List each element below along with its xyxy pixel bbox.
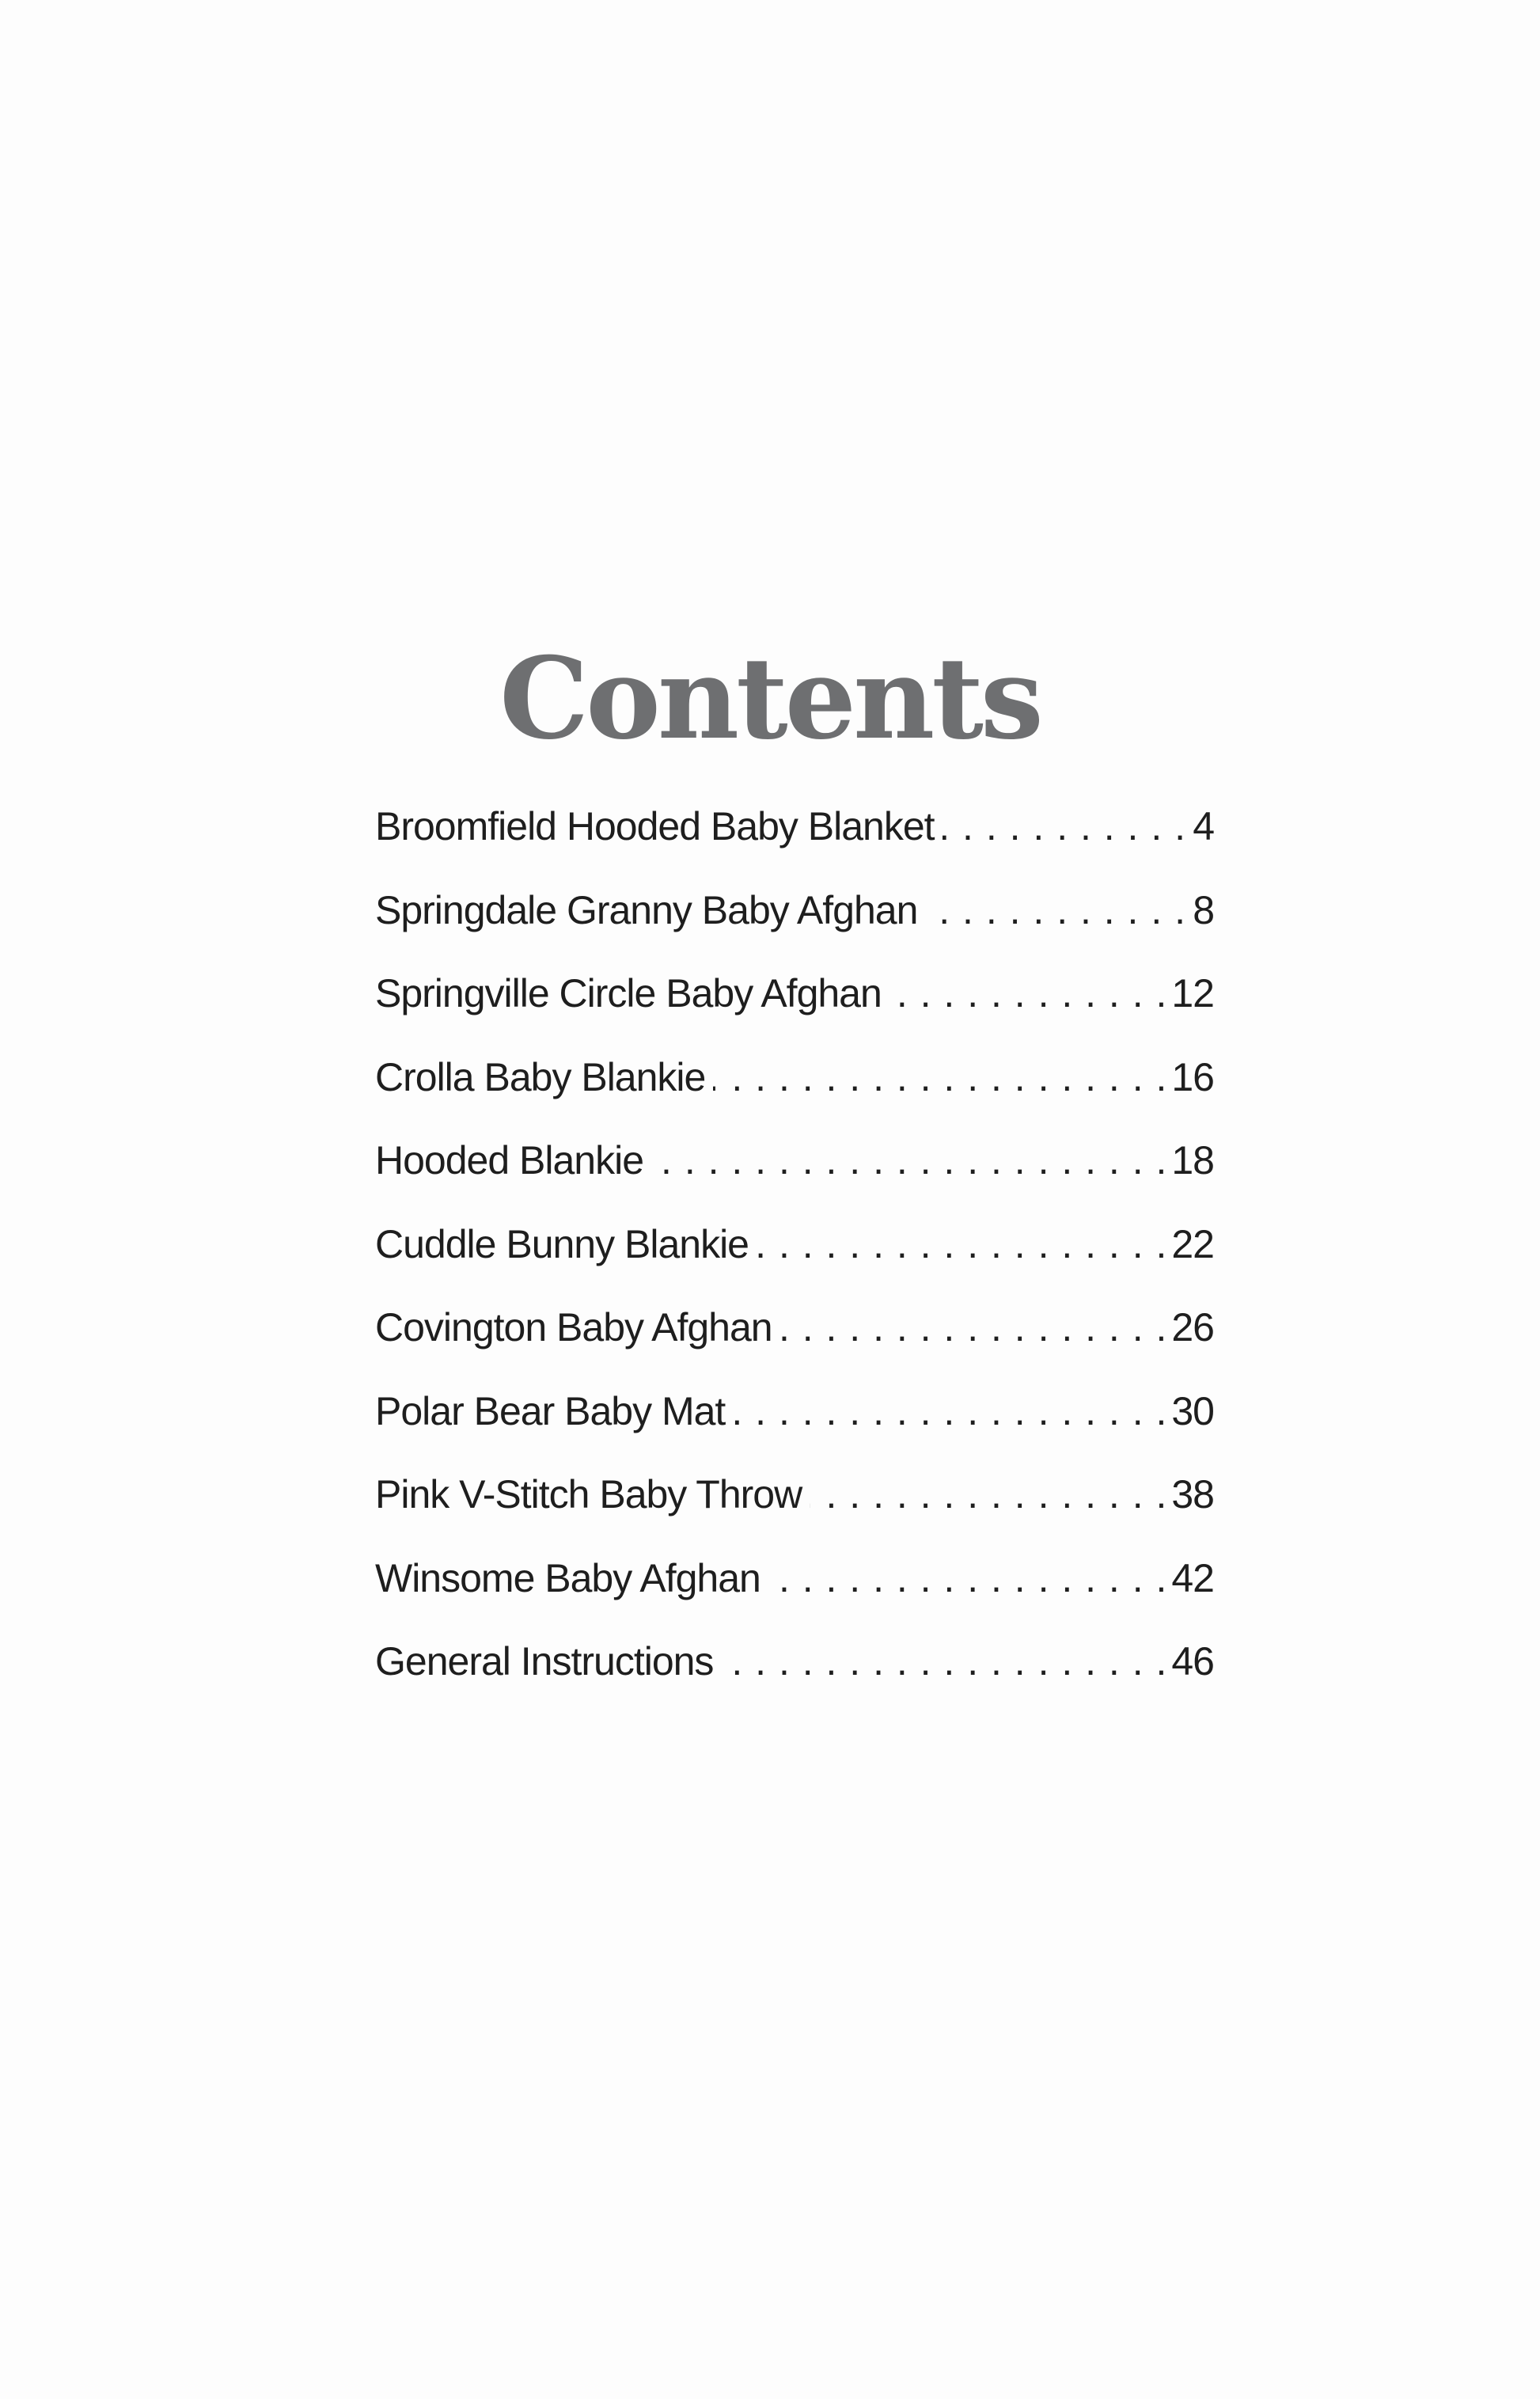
toc-entry-crolla [375, 1054, 1214, 1138]
toc-entry-page: 30 [1171, 1388, 1214, 1433]
dot-leader [810, 1471, 1166, 1517]
toc-entry-label: General Instructions [375, 1639, 714, 1683]
toc-entry-page: 16 [1171, 1054, 1214, 1099]
toc-entry-label: Covington Baby Afghan [375, 1305, 772, 1349]
toc-entry-page: 4 [1193, 804, 1214, 848]
dot-leader [780, 1304, 1167, 1350]
toc-entry-covington [375, 1304, 1214, 1388]
toc-entry-springville [375, 970, 1214, 1054]
toc-entry-label: Pink V-Stitch Baby Throw [375, 1472, 802, 1516]
toc-entry-label: Springdale Granny Baby Afghan [375, 887, 918, 932]
toc-entry-page: 18 [1171, 1138, 1214, 1182]
toc-entry-label: Polar Bear Baby Mat [375, 1388, 726, 1433]
toc-entry-page: 26 [1171, 1305, 1214, 1349]
toc-entry-page: 42 [1171, 1555, 1214, 1600]
dot-leader [713, 1054, 1166, 1100]
dot-leader [651, 1137, 1166, 1183]
toc-entry-page: 12 [1171, 971, 1214, 1015]
dot-leader [733, 1388, 1166, 1434]
table-of-contents [375, 803, 1214, 1722]
dot-leader [768, 1555, 1167, 1601]
dot-leader [757, 1221, 1166, 1267]
toc-entry-hooded-blankie [375, 1137, 1214, 1221]
toc-entry-broomfield [375, 803, 1214, 887]
toc-entry-page: 8 [1193, 887, 1214, 932]
toc-entry-label: Broomfield Hooded Baby Blanket [375, 804, 935, 848]
dot-leader [721, 1638, 1166, 1684]
toc-entry-page: 46 [1171, 1639, 1214, 1683]
toc-entry-label: Winsome Baby Afghan [375, 1555, 761, 1600]
toc-entry-pink-v-stitch [375, 1471, 1214, 1555]
toc-entry-cuddle-bunny [375, 1221, 1214, 1305]
toc-entry-springdale [375, 887, 1214, 971]
page-title: Contents [499, 633, 1041, 765]
toc-entry-general-instructions [375, 1638, 1214, 1722]
dot-leader [889, 970, 1167, 1016]
toc-entry-page: 38 [1171, 1472, 1214, 1516]
toc-entry-label: Springville Circle Baby Afghan [375, 971, 882, 1015]
toc-entry-winsome [375, 1555, 1214, 1639]
toc-entry-label: Crolla Baby Blankie [375, 1054, 706, 1099]
toc-entry-page: 22 [1171, 1221, 1214, 1266]
toc-entry-polar-bear [375, 1388, 1214, 1472]
toc-entry-label: Hooded Blankie [375, 1138, 644, 1182]
dot-leader [943, 803, 1185, 849]
toc-entry-label: Cuddle Bunny Blankie [375, 1221, 749, 1266]
dot-leader [925, 887, 1185, 933]
